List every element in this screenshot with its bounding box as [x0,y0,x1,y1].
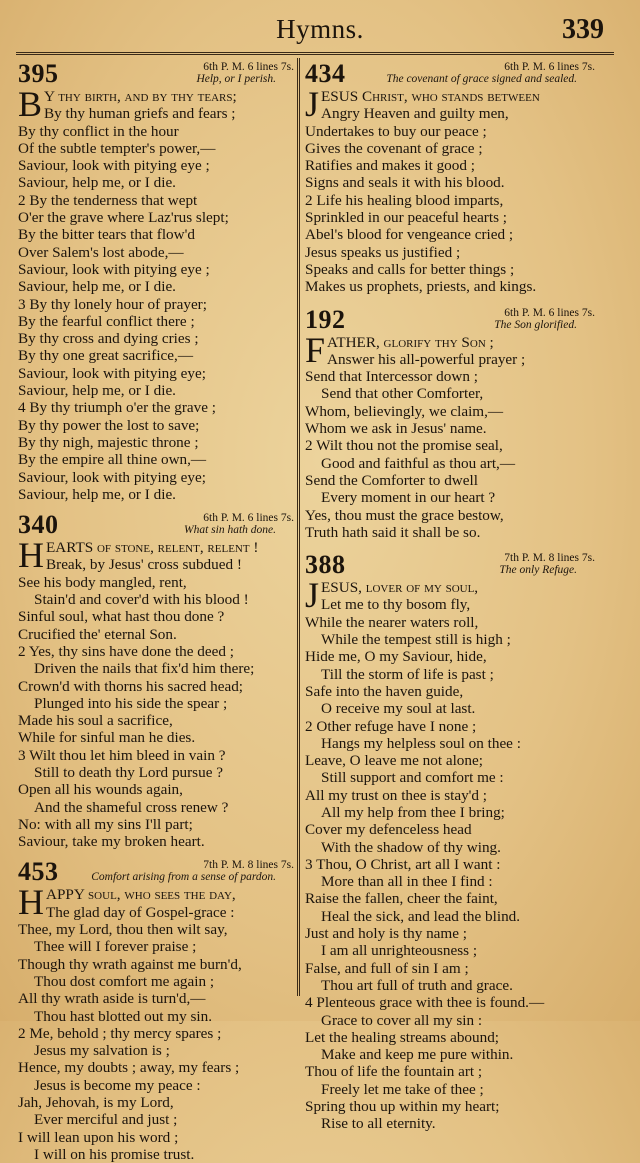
hymn-line: And the shameful cross renew ? [34,798,229,816]
hymn-line: Still to death thy Lord pursue ? [34,763,223,781]
hymn-line: Thou art full of truth and grace. [321,976,513,994]
hymn-line: Make and keep me pure within. [321,1046,514,1064]
hymn-line: By thy nigh, majestic throne ; [18,433,199,451]
hymn-line: Jesus my salvation is ; [34,1042,170,1060]
first-line-text: Y thy birth, and by thy tears; [44,88,237,105]
hymn-meter: 6th P. M. 6 lines 7s. [504,306,595,319]
drop-cap: F [305,329,326,370]
hymn-line: 3 By thy lonely hour of prayer; [18,295,207,313]
column-divider [297,58,300,996]
drop-cap: J [305,84,320,124]
hymn-line: Speaks and calls for better things ; [305,260,515,278]
hymn-line: Good and faithful as thou art,— [321,454,516,472]
hymn-line: By the fearful conflict there ; [18,312,195,330]
first-line-text: APPY soul, who sees the day, [46,886,236,904]
hymn-line: 2 Yes, thy sins have done the deed ; [18,642,234,660]
header-rule [16,52,614,55]
hymn-line: Saviour, look with pitying eye; [18,468,206,486]
hymn-line: By thy human griefs and fears ; [44,105,236,123]
hymn-line: Thou dost comfort me again ; [34,972,215,990]
hymn-line: 2 Me, behold ; thy mercy spares ; [18,1024,222,1042]
hymn-line: Raise the fallen, cheer the faint, [305,890,498,908]
hymn-453 [18,858,294,1163]
hymn-line: 3 Thou, O Christ, art all I want : [305,855,501,873]
hymn-line: Yes, thou must the grace bestow, [305,506,504,524]
hymn-line: 4 By thy triumph o'er the grave ; [18,399,217,417]
hymn-line: Driven the nails that fix'd him there; [34,660,255,678]
hymn-header [18,511,294,539]
hymn-line: 2 Other refuge have I none ; [305,717,477,735]
hymn-line: All thy wrath aside is turn'd,— [18,990,206,1008]
first-line-text: ESUS Christ, who stands between [321,88,540,105]
hymn-header [18,60,294,88]
hymn-line: Thou hast blotted out my sin. [34,1007,213,1025]
hymn-line: While the nearer waters roll, [305,613,479,631]
hymn-line: By thy power the lost to save; [18,416,200,434]
hymn-number: 388 [305,550,346,580]
hymn-line: Answer his all-powerful prayer ; [327,350,526,368]
hymn-line: Undertakes to buy our peace ; [305,122,487,140]
hymn-line: 2 By the tenderness that wept [18,191,198,209]
hymn-line: While the tempest still is high ; [321,631,511,649]
hymn-line: Stain'd and cover'd with his blood ! [34,591,249,609]
hymn-line: I will on his promise trust. [34,1145,195,1163]
hymn-line: Saviour, help me, or I die. [18,382,176,400]
hymn-number: 453 [18,857,59,887]
hymn-line: I will lean upon his word ; [18,1128,179,1146]
drop-cap: H [18,535,44,576]
hymn-line: Till the storm of life is past ; [321,665,494,683]
hymn-line: Let me to thy bosom fly, [321,596,471,614]
hymn-line: By the bitter tears that flow'd [18,226,195,244]
hymn-line: With the shadow of thy wing. [321,838,501,856]
page-title: Hymns. [276,14,364,44]
hymn-subtitle: Comfort arising from a sense of pardon. [91,871,276,884]
hymn-number: 192 [305,304,346,334]
hymn-meter: 6th P. M. 6 lines 7s. [203,512,294,525]
hymn-line: Gives the covenant of grace ; [305,139,483,157]
hymn-line: Send that other Comforter, [321,385,484,403]
hymn-line: Still support and comfort me : [321,769,504,787]
hymn-subtitle: What sin hath done. [184,524,276,537]
hymn-line: Freely let me take of thee ; [321,1080,484,1098]
hymn-line: Heal the sick, and lead the blind. [321,907,521,925]
hymn-line: Crown'd with thorns his sacred head; [18,677,244,695]
hymn-line: O receive my soul at last. [321,700,476,718]
hymn-number: 395 [18,59,59,88]
hymn-header [305,551,595,579]
hymn-subtitle: The only Refuge. [499,564,577,577]
hymn-line: Whom, believingly, we claim,— [305,402,504,420]
hymn-line: Send the Comforter to dwell [305,471,478,489]
hymn-line: Over Salem's lost abode,— [18,243,184,261]
hymn-line: Saviour, help me, or I die. [18,485,176,503]
hymn-line: Saviour, help me, or I die. [18,174,176,192]
hymn-line: Hide me, O my Saviour, hide, [305,648,487,666]
hymn-line: Sprinkled in our peaceful hearts ; [305,209,508,227]
hymn-subtitle: The covenant of grace signed and sealed. [386,73,577,85]
first-line-text: ATHER, glorify thy Son ; [327,333,494,351]
hymn-line: Every moment in our heart ? [321,489,496,507]
hymn-meter: 7th P. M. 8 lines 7s. [203,859,294,872]
hymn-340 [18,511,294,850]
hymn-line: Plunged into his side the spear ; [34,694,228,712]
hymn-line: Jesus is become my peace : [34,1076,201,1094]
hymn-line: Safe into the haven guide, [305,682,464,700]
hymn-line: No: with all my sins I'll part; [18,815,193,833]
hymn-line: 4 Plenteous grace with thee is found.— [305,994,545,1012]
hymn-meter: 7th P. M. 8 lines 7s. [504,552,595,565]
hymn-line: Whom we ask in Jesus' name. [305,420,487,438]
page-header [0,0,640,56]
hymn-line: While for sinful man he dies. [18,729,196,747]
hymn-line: Saviour, help me, or I die. [18,278,176,296]
hymn-subtitle: Help, or I perish. [196,73,276,85]
hymn-line: Ratifies and makes it good ; [305,157,475,175]
hymn-subtitle: The Son glorified. [494,318,577,331]
hymn-line: Jesus speaks us justified ; [305,243,461,261]
hymn-line: Sinful soul, what hast thou done ? [18,608,225,626]
hymn-line: Just and holy is thy name ; [305,925,467,943]
hymn-line: Saviour, take my broken heart. [18,833,205,851]
hymn-line: By the empire all thine own,— [18,451,207,469]
drop-cap: B [18,84,43,124]
hymn-meter: 6th P. M. 6 lines 7s. [203,61,294,73]
hymn-line: Let the healing streams abound; [305,1028,500,1046]
first-line-text: ESUS, lover of my soul, [321,579,479,597]
hymn-line: Send that Intercessor down ; [305,368,478,386]
hymn-line: All my help from thee I bring; [321,803,505,821]
hymn-line: Hence, my doubts ; away, my fears ; [18,1059,240,1077]
hymn-meter: 6th P. M. 6 lines 7s. [504,61,595,73]
hymn-line: 2 Wilt thou not the promise seal, [305,437,503,455]
hymn-line: By thy conflict in the hour [18,122,179,140]
drop-cap: J [305,575,320,616]
hymn-line: I am all unrighteousness ; [321,942,478,960]
hymn-line: Made his soul a sacrifice, [18,712,173,730]
hymn-line: Of the subtle tempter's power,— [18,139,216,157]
hymn-line: By thy one great sacrifice,— [18,347,194,365]
hymn-line: Rise to all eternity. [321,1115,436,1133]
right-column [305,60,595,1133]
hymn-line: 3 Wilt thou let him bleed in vain ? [18,746,226,764]
hymn-line: More than all in thee I find : [321,873,493,891]
hymn-line: Saviour, look with pitying eye ; [18,157,210,175]
hymn-line: Grace to cover all my sin : [321,1011,483,1029]
hymn-line: Abel's blood for vengeance cried ; [305,226,514,244]
left-column [18,60,294,1163]
hymn-line: Angry Heaven and guilty men, [321,105,509,123]
hymn-line: Truth hath said it shall be so. [305,523,481,541]
hymn-388 [305,551,595,1133]
hymn-line: All my trust on thee is stay'd ; [305,786,488,804]
hymn-header [305,306,595,334]
hymn-header [305,60,595,88]
first-line-text: EARTS of stone, relent, relent ! [46,539,259,557]
hymn-number: 340 [18,510,59,540]
hymn-line: Cover my defenceless head [305,821,472,839]
hymn-line: Leave, O leave me not alone; [305,752,483,770]
hymn-line: Signs and seals it with his blood. [305,174,505,192]
hymn-number: 434 [305,59,346,88]
page-number: 339 [562,14,604,45]
hymn-192 [305,306,595,542]
hymn-line: See his body mangled, rent, [18,573,187,591]
hymn-line: Though thy wrath against me burn'd, [18,955,242,973]
hymn-line: Thee, my Lord, thou then wilt say, [18,921,228,939]
hymn-395 [18,60,294,503]
hymn-line: Makes us prophets, priests, and kings. [305,278,537,296]
hymn-434 [305,60,595,296]
hymn-line: Open all his wounds again, [18,781,183,799]
hymn-line: The glad day of Gospel-grace : [46,903,235,921]
hymn-line: Break, by Jesus' cross subdued ! [46,556,242,574]
hymn-line: Ever merciful and just ; [34,1111,178,1129]
hymn-line: By thy cross and dying cries ; [18,330,199,348]
hymn-line: Thee will I forever praise ; [34,938,197,956]
hymn-line: Crucified the' eternal Son. [18,625,177,643]
hymn-line: Thou of life the fountain art ; [305,1063,483,1081]
hymn-header [18,858,294,886]
hymn-line: Hangs my helpless soul on thee : [321,734,521,752]
hymn-line: False, and full of sin I am ; [305,959,469,977]
hymn-line: 2 Life his healing blood imparts, [305,191,504,209]
hymn-line: O'er the grave where Laz'rus slept; [18,209,229,227]
hymn-line: Saviour, look with pitying eye; [18,364,206,382]
hymn-line: Spring thou up within my heart; [305,1098,500,1116]
drop-cap: H [18,882,44,923]
hymn-line: Jah, Jehovah, is my Lord, [18,1094,174,1112]
hymn-line: Saviour, look with pitying eye ; [18,260,210,278]
